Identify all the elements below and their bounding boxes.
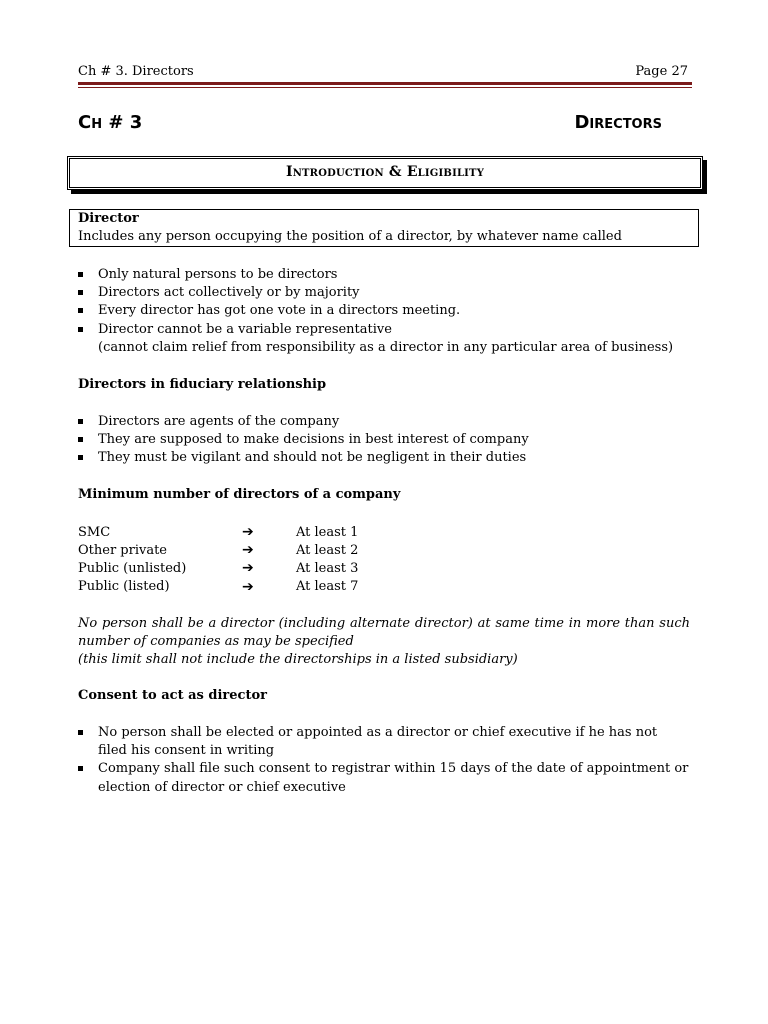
- chapter-title: Directors: [574, 112, 662, 133]
- value-cell: At least 2: [296, 542, 359, 558]
- list-item: No person shall be elected or appointed as a director or chief executive if he has not filed his consent in writing: [78, 724, 690, 760]
- header-rule-thick: [78, 82, 692, 85]
- table-row: [78, 559, 396, 577]
- value-cell: At least 3: [296, 560, 359, 576]
- list-item: Only natural persons to be directors: [78, 266, 690, 284]
- consent-list: [78, 724, 690, 797]
- header-rule-thin: [78, 87, 692, 88]
- section-title-box: [67, 156, 703, 190]
- list-item: Directors act collectively or by majority: [78, 284, 690, 302]
- fiduciary-heading: Directors in fiduciary relationship: [78, 377, 327, 392]
- arrow-icon: ➔: [242, 542, 254, 559]
- running-header: [78, 62, 690, 82]
- minimum-directors-heading: Minimum number of directors of a company: [78, 487, 401, 502]
- eligibility-list: [78, 266, 690, 357]
- definition-box: [69, 209, 699, 247]
- list-item: Company shall file such consent to registrar within 15 days of the date of appointment or election of director or chief executive: [78, 760, 690, 796]
- list-item: They are supposed to make decisions in best interest of company: [78, 431, 690, 449]
- entity-cell: Other private: [78, 542, 168, 558]
- limit-note-text: No person shall be a director (including alternate director) at same time in more than such number of companies as may be specified: [78, 616, 690, 650]
- list-item: Directors are agents of the company: [78, 413, 690, 431]
- value-cell: At least 7: [296, 579, 359, 595]
- header-chapter-label: Ch # 3. Directors: [78, 64, 194, 79]
- fiduciary-list: [78, 413, 690, 468]
- directorship-limit-note: [78, 615, 690, 670]
- list-item: [78, 321, 690, 357]
- value-cell: At least 1: [296, 524, 359, 540]
- arrow-icon: ➔: [242, 578, 254, 595]
- entity-cell: Public (unlisted): [78, 560, 187, 576]
- consent-heading: Consent to act as director: [78, 688, 267, 703]
- header-page-number: Page 27: [635, 64, 688, 79]
- entity-cell: Public (listed): [78, 579, 170, 595]
- list-item-note: (cannot claim relief from responsibility as a director in any particular area of business): [98, 339, 674, 355]
- list-item: They must be vigilant and should not be negligent in their duties: [78, 449, 690, 467]
- limit-note-exception: (this limit shall not include the directorships in a listed subsidiary): [78, 652, 518, 668]
- table-row: [78, 578, 396, 596]
- chapter-number: Ch # 3: [78, 112, 143, 133]
- table-row: [78, 523, 396, 541]
- definition-term: Director: [78, 211, 139, 226]
- minimum-directors-table: [78, 523, 396, 596]
- definition-text: Includes any person occupying the position of a director, by whatever name called: [78, 229, 622, 244]
- arrow-icon: ➔: [242, 524, 254, 541]
- chapter-heading: [78, 112, 662, 136]
- list-item: Every director has got one vote in a directors meeting.: [78, 302, 690, 320]
- section-title: Introduction & Eligibility: [285, 164, 485, 180]
- entity-cell: SMC: [78, 524, 111, 540]
- arrow-icon: ➔: [242, 560, 254, 577]
- list-item-text: Director cannot be a variable representative: [98, 321, 392, 337]
- table-row: [78, 541, 396, 559]
